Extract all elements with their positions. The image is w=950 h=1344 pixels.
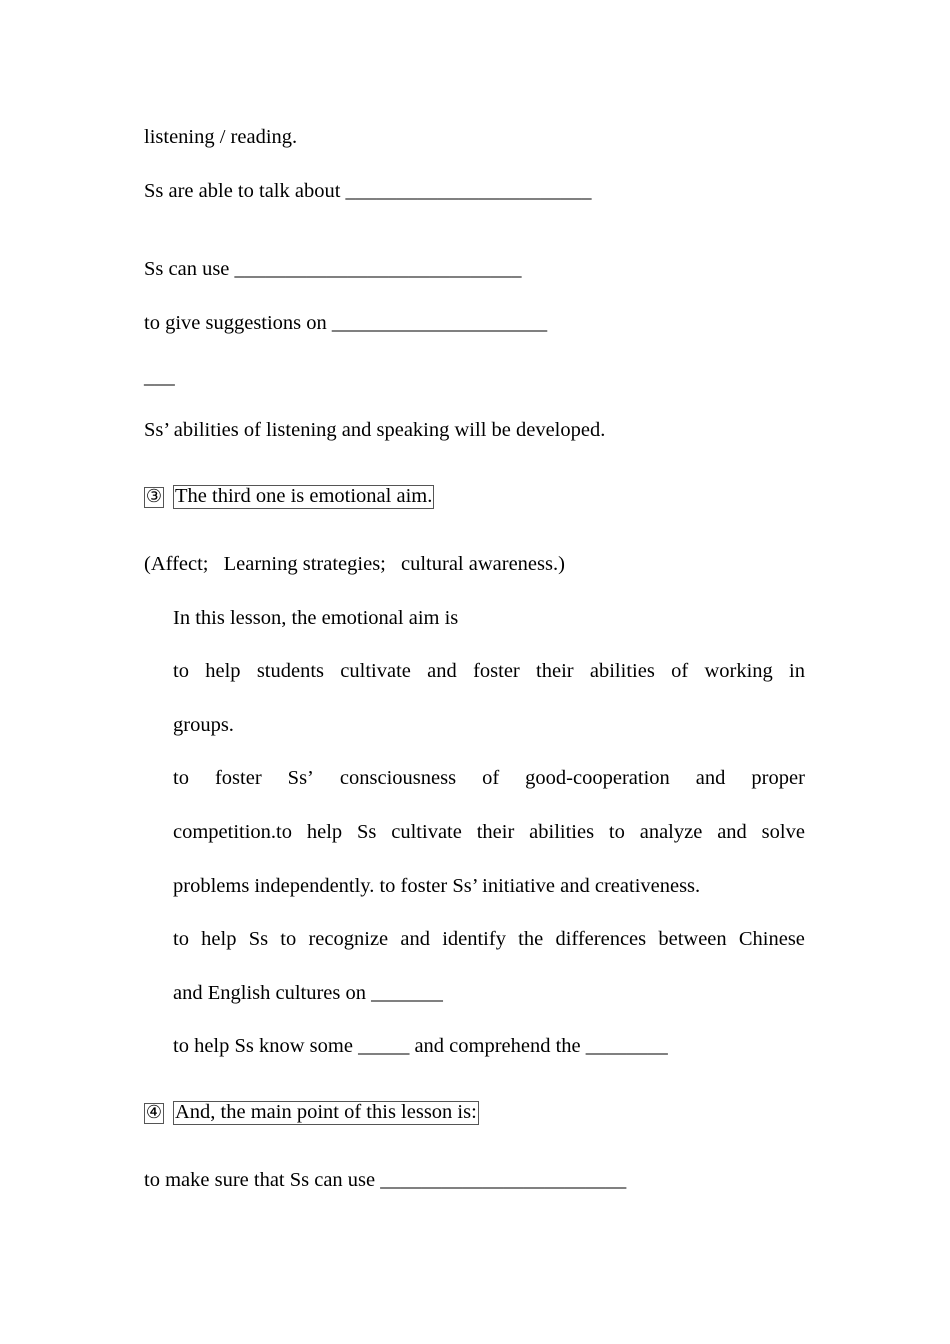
text-justified-line: [173, 661, 805, 682]
section-heading-third: [144, 485, 434, 509]
word: good-cooperation: [525, 767, 670, 789]
text-make-sure: to make sure that Ss can use ________________________: [144, 1169, 627, 1191]
word: and: [400, 928, 430, 950]
word: to: [173, 767, 189, 789]
text-justified-line: [173, 822, 805, 843]
word: foster: [214, 767, 262, 789]
section-heading-fourth: [144, 1101, 479, 1125]
text-justified-line: [173, 768, 805, 789]
word: abilities: [589, 660, 655, 682]
word: cultivate: [391, 821, 462, 843]
affect-item: (Affect;: [144, 553, 209, 575]
text-groups: groups.: [173, 714, 234, 736]
text-problems-independently: problems independently. to foster Ss’ initiative and creativeness.: [173, 875, 701, 897]
word: help: [306, 821, 343, 843]
word: Ss: [357, 821, 377, 843]
word: differences: [555, 928, 647, 950]
word: working: [704, 660, 773, 682]
word: abilities: [529, 821, 595, 843]
word: and: [717, 821, 747, 843]
word: recognize: [308, 928, 389, 950]
text-talk-about: Ss are able to talk about ________________________: [144, 180, 592, 202]
section-title-main-point: And, the main point of this lesson is:: [175, 1101, 477, 1123]
text-affect-list: [144, 554, 565, 575]
word: competition.to: [173, 821, 292, 843]
text-listening-reading: listening / reading.: [144, 126, 298, 148]
word: to: [280, 928, 297, 950]
text-know-some: to help Ss know some _____ and comprehend the ________: [173, 1035, 668, 1057]
word: their: [476, 821, 515, 843]
text-emotional-aim-intro: In this lesson, the emotional aim is: [173, 607, 459, 629]
word: of: [671, 660, 689, 682]
word: and: [695, 767, 726, 789]
word: proper: [751, 767, 805, 789]
section-title-emotional-aim: The third one is emotional aim.: [175, 485, 433, 507]
text-justified-line: [173, 929, 805, 950]
word: the: [518, 928, 544, 950]
word: foster: [473, 660, 520, 682]
word: solve: [761, 821, 805, 843]
word: to: [608, 821, 625, 843]
learning-strategies-item: Learning strategies;: [223, 553, 386, 575]
word: Ss: [248, 928, 269, 950]
text-english-cultures: and English cultures on _______: [173, 982, 443, 1004]
word: cultivate: [340, 660, 411, 682]
text-blank-line: ___: [144, 366, 175, 388]
text-can-use: Ss can use ____________________________: [144, 258, 522, 280]
word: in: [789, 660, 805, 682]
word: of: [482, 767, 500, 789]
word: help: [205, 660, 241, 682]
word: consciousness: [339, 767, 457, 789]
word: to: [173, 660, 189, 682]
word: analyze: [639, 821, 703, 843]
word: and: [427, 660, 457, 682]
section-number-4: ④: [145, 1102, 163, 1123]
word: Ss’: [287, 767, 314, 789]
word: their: [536, 660, 574, 682]
word: between: [658, 928, 727, 950]
word: identify: [442, 928, 506, 950]
word: students: [256, 660, 325, 682]
word: Chinese: [738, 928, 805, 950]
section-number-3: ③: [145, 486, 163, 507]
word: help: [201, 928, 237, 950]
cultural-awareness-item: cultural awareness.): [401, 553, 565, 575]
text-abilities-developed: Ss’ abilities of listening and speaking will be developed.: [144, 419, 606, 441]
text-give-suggestions: to give suggestions on _____________________: [144, 312, 548, 334]
word: to: [173, 928, 189, 950]
